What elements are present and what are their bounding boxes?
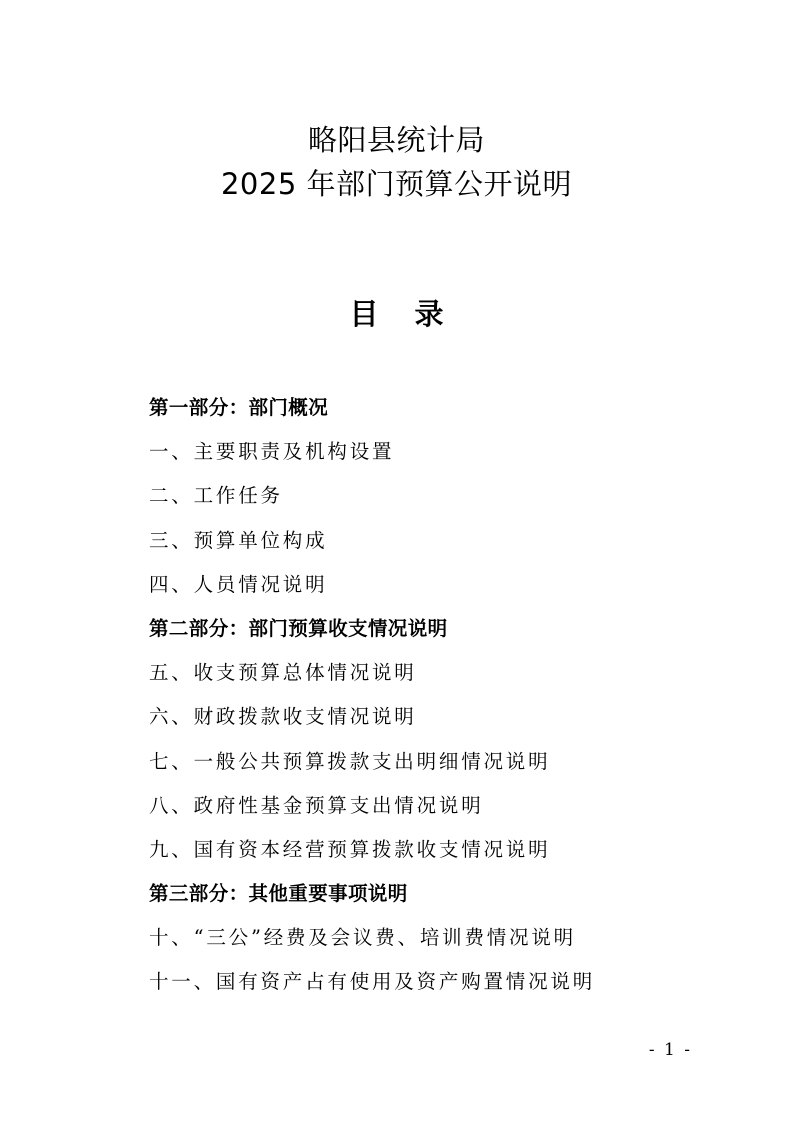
toc-part-2: 第二部分：部门预算收支情况说明: [149, 616, 448, 640]
toc-entry-8: 八、政府性基金预算支出情况说明: [149, 793, 484, 817]
toc-heading: 目 录: [349, 297, 444, 331]
page-number: - 1 -: [648, 1040, 690, 1060]
toc-entry-10: 十、“三公”经费及会议费、培训费情况说明: [149, 926, 576, 950]
toc-entry-9: 九、国有资本经营预算拨款收支情况说明: [149, 837, 551, 861]
title-line-organization: 略阳县统计局: [307, 123, 485, 157]
toc-entry-5: 五、收支预算总体情况说明: [149, 661, 417, 685]
toc-entry-3: 三、预算单位构成: [149, 528, 328, 552]
document-title: [0, 118, 793, 206]
toc-entry-11: 十一、国有资产占有使用及资产购置情况说明: [149, 970, 596, 994]
toc-entry-2: 二、工作任务: [149, 484, 283, 508]
title-line-subject: 2025 年部门预算公开说明: [220, 167, 573, 201]
toc-entry-7: 七、一般公共预算拨款支出明细情况说明: [149, 749, 551, 773]
toc-entry-1: 一、主要职责及机构设置: [149, 440, 395, 464]
toc-part-3: 第三部分：其他重要事项说明: [149, 882, 408, 906]
toc-part-1: 第一部分：部门概况: [149, 396, 329, 419]
toc-entry-6: 六、财政拨款收支情况说明: [149, 705, 417, 729]
table-of-contents: [149, 386, 749, 1005]
toc-entry-4: 四、人员情况说明: [149, 572, 328, 596]
